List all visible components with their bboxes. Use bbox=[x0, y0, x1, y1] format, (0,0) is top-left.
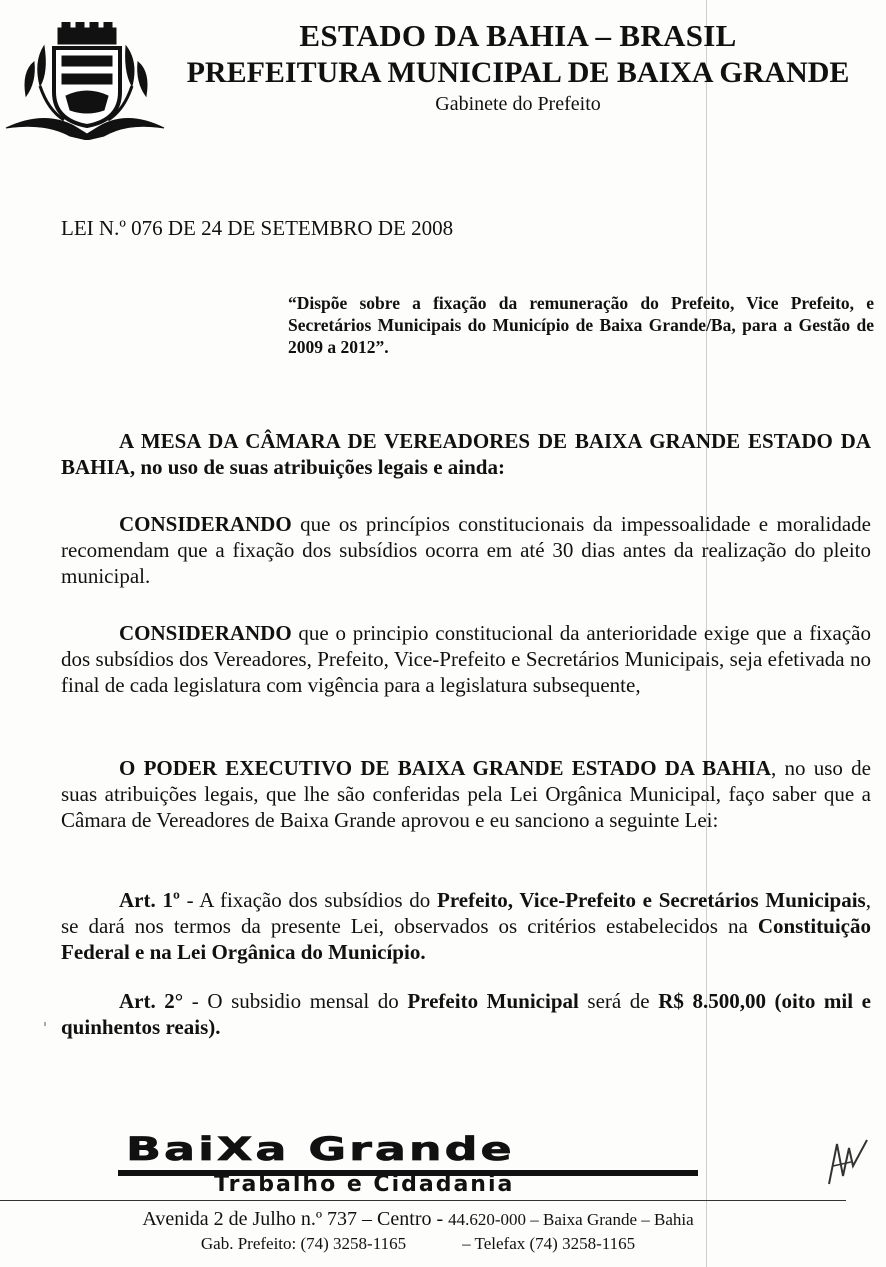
coat-of-arms-emblem bbox=[4, 22, 166, 140]
signature-initials bbox=[823, 1136, 871, 1188]
header-office: Gabinete do Prefeito bbox=[435, 93, 601, 115]
article-2-text-c: será de bbox=[578, 989, 659, 1013]
considerando-2-text: que o principio constitucional da anterioridade exige que a fixação dos subsídios dos Vereadores, Prefeito, Vice-Prefeito e Secretários Municipais, seja efetivada no final de cada legislatura com vigência para a legislatura subsequente, bbox=[61, 621, 871, 697]
considerando-1 bbox=[61, 511, 871, 589]
article-1-text-a: - A fixação dos subsídios do bbox=[179, 888, 438, 912]
article-2-text-d: R$ 8.500,00 (oito mil e quinhentos reais). bbox=[61, 989, 871, 1039]
footer-rule bbox=[0, 1200, 846, 1201]
executivo-paragraph bbox=[61, 755, 871, 833]
footer-address-street: Avenida 2 de Julho n.º 737 – Centro - bbox=[142, 1208, 449, 1230]
baixa-grande-logo bbox=[118, 1128, 708, 1200]
footer-address-city: 44.620-000 – Baixa Grande – Bahia bbox=[448, 1210, 694, 1229]
article-2-text-b: Prefeito Municipal bbox=[407, 989, 579, 1013]
executivo-lead: O PODER EXECUTIVO DE BAIXA GRANDE ESTADO DA BAHIA bbox=[119, 756, 772, 780]
footer-phones bbox=[0, 1234, 836, 1254]
considerando-2-lead: CONSIDERANDO bbox=[119, 621, 292, 645]
logo-subtitle: Trabalho e Cidadania bbox=[214, 1172, 515, 1197]
article-1-text-c: , se dará nos termos da presente Lei, observados os critérios estabelecidos na bbox=[61, 888, 871, 938]
header-municipality: PREFEITURA MUNICIPAL DE BAIXA GRANDE bbox=[186, 56, 850, 89]
article-1-text-d: Constituição Federal e na Lei Orgânica do Município. bbox=[61, 914, 871, 964]
law-ementa: “Dispõe sobre a fixação da remuneração do Prefeito, Vice Prefeito, e Secretários Municipais do Município de Baixa Grande/Ba, para a Gestão de 2009 a 2012”. bbox=[288, 293, 874, 357]
article-1-text-b: Prefeito, Vice-Prefeito e Secretários Municipais bbox=[437, 888, 866, 912]
article-1-label: Art. 1º bbox=[119, 888, 180, 912]
footer-address bbox=[0, 1208, 836, 1231]
scan-speck bbox=[44, 1022, 46, 1026]
article-1 bbox=[61, 887, 871, 965]
header-state: ESTADO DA BAHIA – BRASIL bbox=[299, 18, 737, 53]
law-title: LEI N.º 076 DE 24 DE SETEMBRO DE 2008 bbox=[61, 216, 454, 240]
article-2-label: Art. 2° bbox=[119, 989, 184, 1013]
considerando-1-text: que os princípios constitucionais da impessoalidade e moralidade recomendam que a fixação dos subsídios ocorra em até 30 dias antes da realização do pleito municipal. bbox=[61, 512, 871, 588]
logo-main-text: BaiXa Grande bbox=[126, 1130, 515, 1168]
footer-fax: – Telefax (74) 3258-1165 bbox=[462, 1234, 636, 1253]
article-2-text-a: - O subsidio mensal do bbox=[183, 989, 408, 1013]
preamble-mesa: A MESA DA CÂMARA DE VEREADORES DE BAIXA GRANDE ESTADO DA BAHIA, no uso de suas atribuições legais e ainda: bbox=[61, 429, 871, 479]
considerando-2 bbox=[61, 620, 871, 698]
executivo-text: , no uso de suas atribuições legais, que lhe são conferidas pela Lei Orgânica Municipal, faço saber que a Câmara de Vereadores de Baixa Grande aprovou e eu sanciono a seguinte Lei: bbox=[61, 756, 871, 832]
considerando-1-lead: CONSIDERANDO bbox=[119, 512, 292, 536]
footer-phone: Gab. Prefeito: (74) 3258-1165 bbox=[200, 1234, 407, 1253]
article-2 bbox=[61, 988, 871, 1040]
